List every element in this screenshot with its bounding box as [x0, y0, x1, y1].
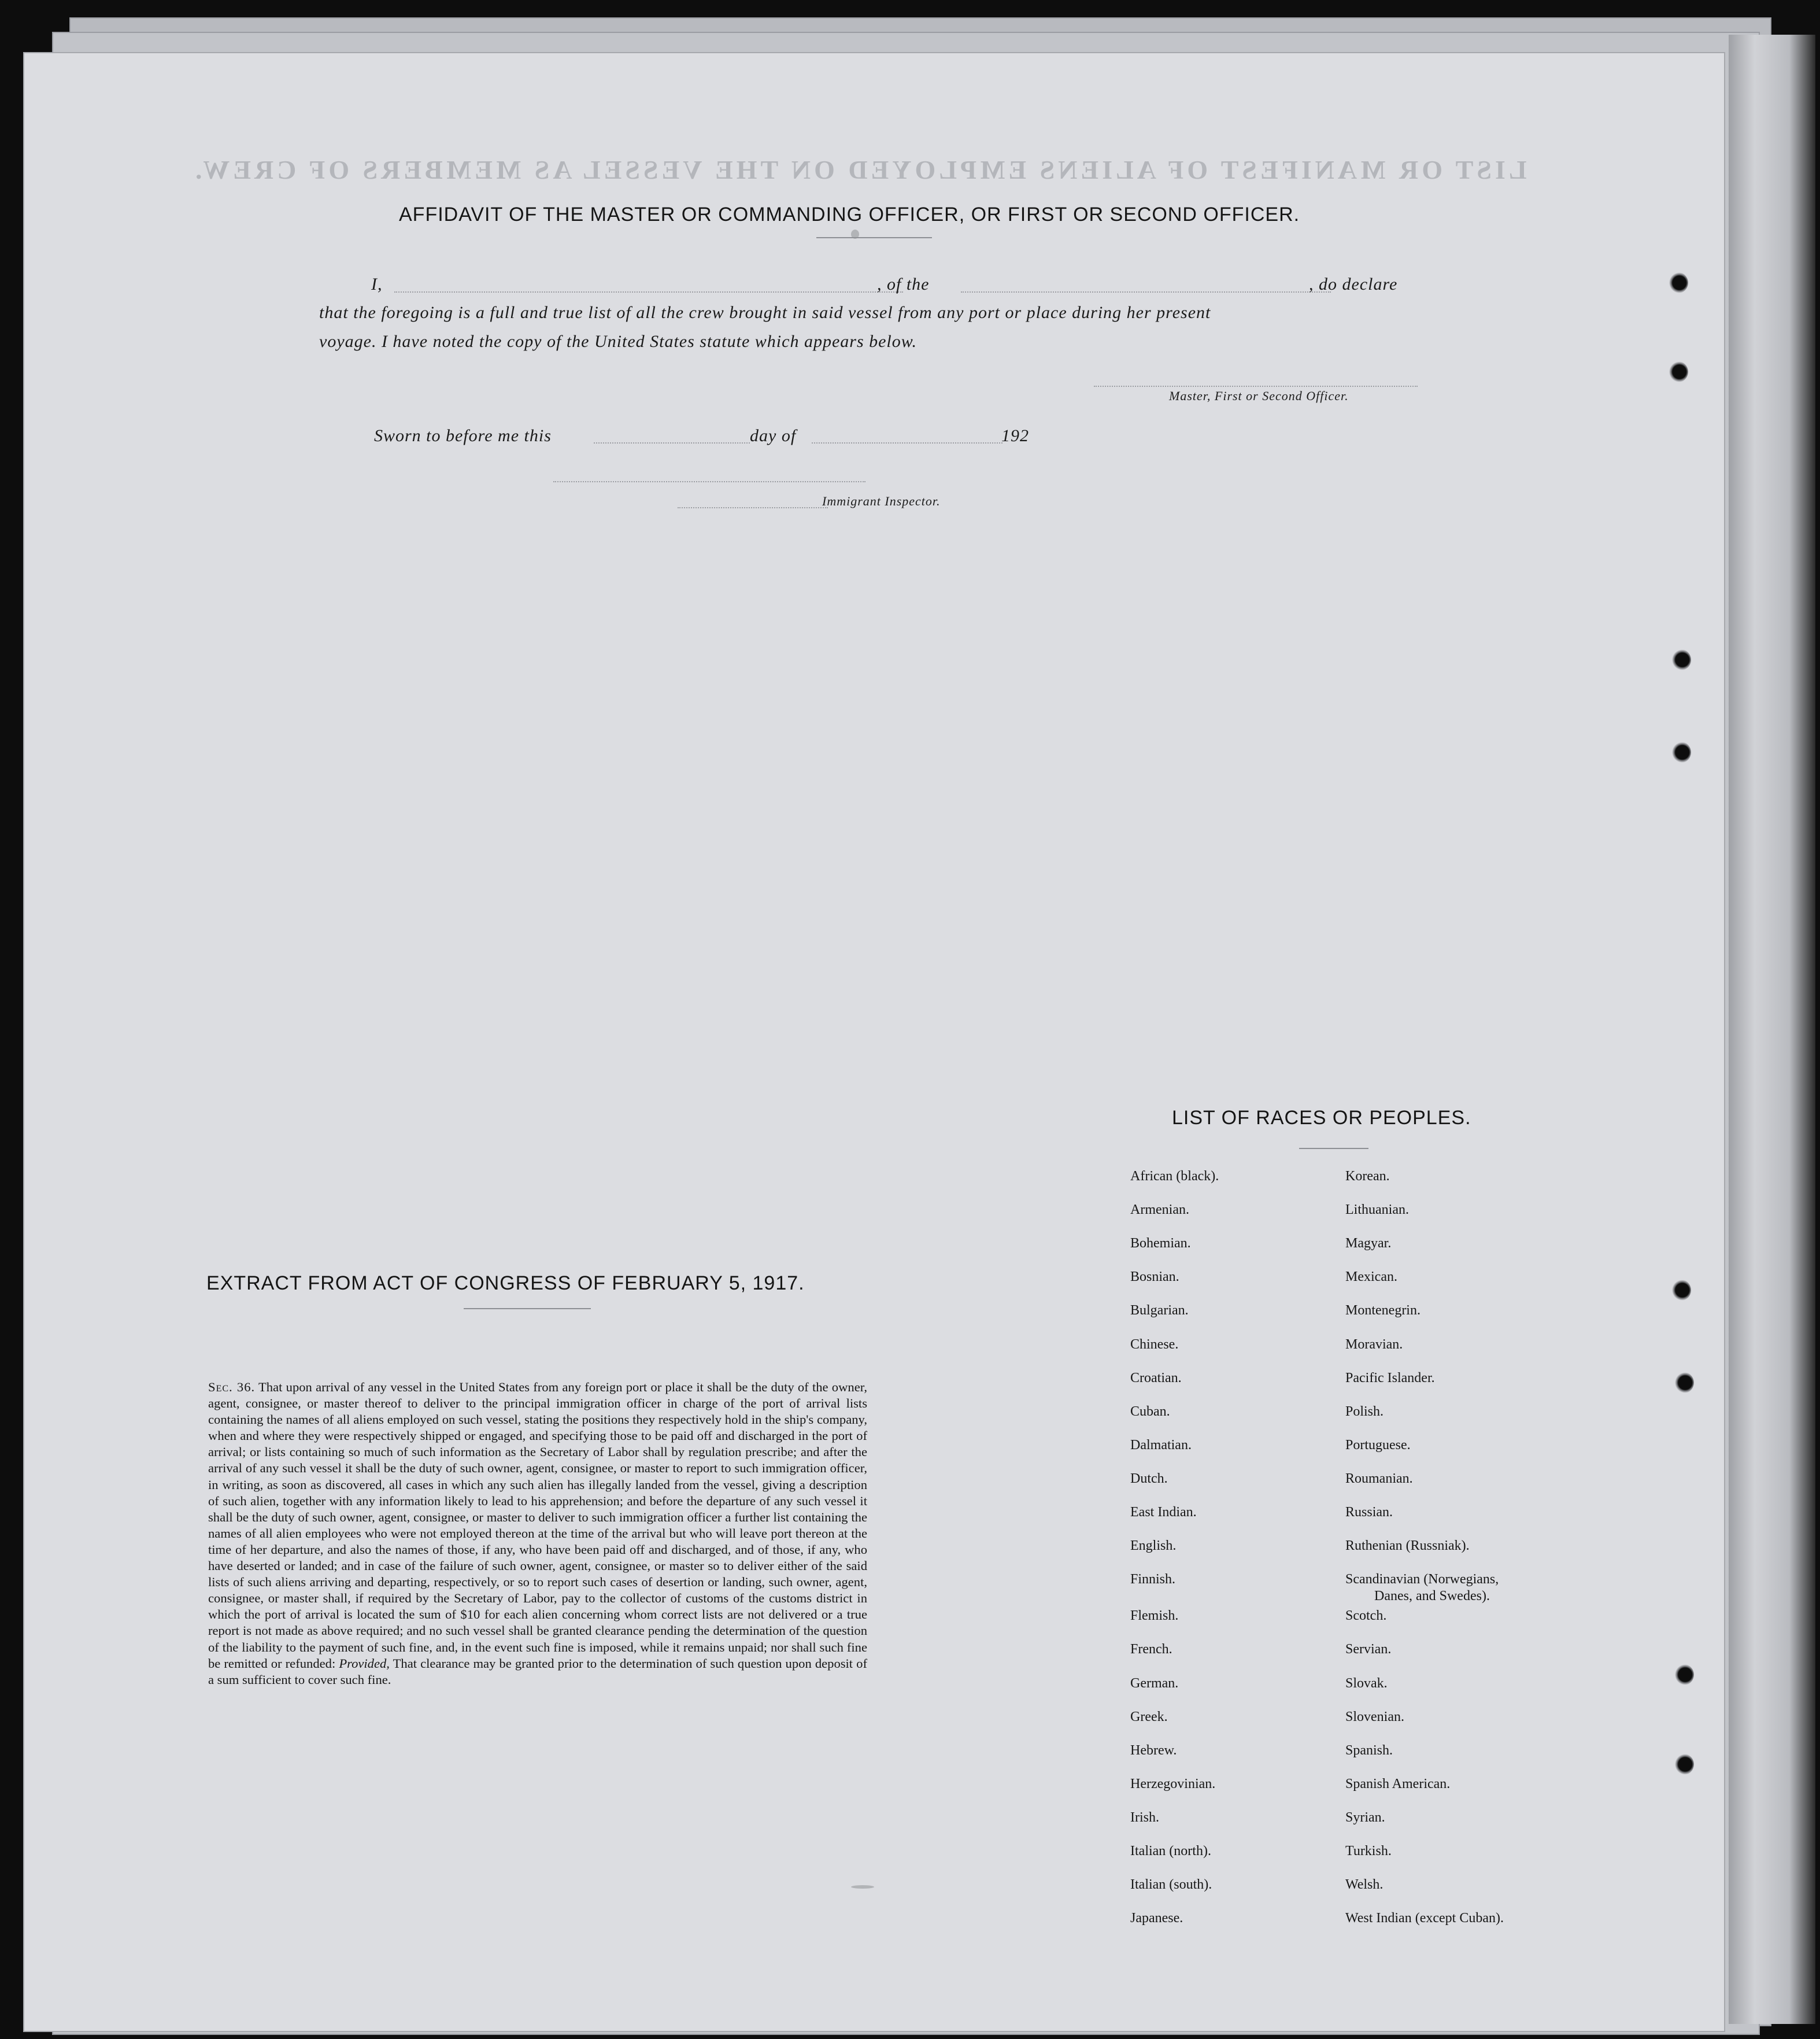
race-entry: Servian. — [1345, 1642, 1392, 1657]
race-entry: Flemish. — [1130, 1608, 1179, 1623]
sworn-month-blank — [812, 442, 1003, 444]
statute-body-1: That upon arrival of any vessel in the United States from any foreign port or place it shall be the duty of the owner, agent, consignee, or master thereof to deliver to the principal immigration officer in charge of the port of arrival lists containing the names of all aliens employed on such vessel, stating the positions they respectively hold in the ship's company, when and where they were respectively shipped or engaged, and specifying those to be paid off and discharged in the port of arrival; or lists containing so much of such information as the Secretary of Labor shall by regulation prescribe; and after the arrival of any such vessel it shall be the duty of such owner, agent, consignee, or master to report to such immigration officer, in writing, as soon as discovered, all cases in which any such alien has illegally landed from the vessel, giving a description of such alien, together with any information likely to lead to his apprehension; and before the departure of any such vessel it shall be the duty of such owner, agent, consignee, or master to deliver to such immigration officer a further list containing the names of all alien employees who were not employed thereon at the time of the arrival but who will leave port thereon at the time of her departure, and also the names of those, if any, who have been paid off and discharged, and of those, if any, who have deserted or landed; and in case of the failure of such owner, agent, consignee, or master so to deliver either of the said lists of such aliens arriving and departing, respectively, or so to report such cases of desertion or landing, such owner, agent, consignee, or master shall, if required by the Secretary of Labor, pay to the collector of customs of the customs district in which the port of arrival is located the sum of $10 for each alien concerning whom correct lists are not delivered or a true report is not made as above required; and no such vessel shall be granted clearance pending the determination of the question of the liability to the payment of such fine, and, in the event such fine is imposed, while it remains unpaid; nor shall such fine be remitted or refunded: — [208, 1380, 867, 1671]
extract-rule — [464, 1308, 591, 1309]
section-label: Sec. 36. — [208, 1380, 256, 1394]
race-entry: Danes, and Swedes). — [1374, 1589, 1490, 1604]
race-entry: Hebrew. — [1130, 1743, 1177, 1758]
punch-hole — [1669, 649, 1691, 671]
race-entry: Magyar. — [1345, 1236, 1392, 1251]
extract-title: EXTRACT FROM ACT OF CONGRESS OF FEBRUARY 5, 1917. — [206, 1272, 805, 1294]
punch-hole — [1669, 741, 1691, 763]
race-entry: Roumanian. — [1345, 1471, 1413, 1486]
race-entry: Bohemian. — [1130, 1236, 1191, 1251]
race-entry: Slovak. — [1345, 1676, 1388, 1691]
race-entry: Lithuanian. — [1345, 1202, 1409, 1217]
race-entry: Japanese. — [1130, 1911, 1183, 1926]
manifest-page — [24, 53, 1724, 2031]
sworn-year: 192 — [1001, 426, 1029, 445]
race-entry: Chinese. — [1130, 1337, 1179, 1352]
race-entry: Bosnian. — [1130, 1269, 1179, 1284]
affidavit-line2: that the foregoing is a full and true list of all the crew brought in said vessel from any port or place during her present — [319, 303, 1211, 322]
race-entry: Mexican. — [1345, 1269, 1397, 1284]
punch-hole — [1672, 1664, 1694, 1686]
statute-text — [208, 1379, 867, 1688]
race-entry: Spanish American. — [1345, 1776, 1451, 1791]
race-entry: Montenegrin. — [1345, 1303, 1421, 1318]
name-blank — [394, 291, 903, 293]
race-entry: African (black). — [1130, 1169, 1219, 1184]
title-rule — [816, 237, 932, 238]
race-entry: Welsh. — [1345, 1877, 1384, 1892]
affidavit-line1-prefix: I, — [371, 275, 383, 294]
inspector-signature-line-2 — [678, 507, 828, 508]
master-signature-line — [1094, 386, 1418, 387]
punch-hole — [1672, 1372, 1694, 1394]
race-entry: Korean. — [1345, 1169, 1390, 1184]
race-entry: Russian. — [1345, 1505, 1393, 1520]
sworn-day-blank — [594, 442, 750, 444]
race-entry: Cuban. — [1130, 1404, 1170, 1419]
race-entry: Pacific Islander. — [1345, 1371, 1435, 1386]
race-entry: Greek. — [1130, 1709, 1168, 1724]
master-signature-label: Master, First or Second Officer. — [1169, 389, 1349, 403]
race-entry: Armenian. — [1130, 1202, 1189, 1217]
race-entry: German. — [1130, 1676, 1179, 1691]
bleed-through-header: LIST OR MANIFEST OF ALIENS EMPLOYED ON THE VESSEL AS MEMBERS OF CREW. — [192, 155, 1527, 184]
affidavit-title: AFFIDAVIT OF THE MASTER OR COMMANDING OFFICER, OR FIRST OR SECOND OFFICER. — [399, 204, 1300, 226]
sworn-prefix: Sworn to before me this — [374, 426, 552, 445]
race-entry: Scandinavian (Norwegians, — [1345, 1572, 1499, 1587]
race-entry: Ruthenian (Russniak). — [1345, 1538, 1470, 1553]
proviso-word: Provided, — [339, 1656, 390, 1671]
race-entry: Finnish. — [1130, 1572, 1176, 1587]
sworn-day-of: day of — [750, 426, 797, 445]
race-entry: East Indian. — [1130, 1505, 1197, 1520]
affidavit-line1-end: , do declare — [1309, 275, 1398, 294]
race-entry: Italian (north). — [1130, 1844, 1211, 1859]
page-edge-strip — [1729, 35, 1815, 2024]
race-entry: West Indian (except Cuban). — [1345, 1911, 1504, 1926]
race-entry: Scotch. — [1345, 1608, 1387, 1623]
affidavit-line3: voyage. I have noted the copy of the United States statute which appears below. — [319, 332, 918, 351]
races-title: LIST OF RACES OR PEOPLES. — [1172, 1107, 1471, 1129]
race-entry: Dalmatian. — [1130, 1438, 1192, 1453]
race-entry: Spanish. — [1345, 1743, 1393, 1758]
race-entry: Slovenian. — [1345, 1709, 1404, 1724]
race-entry: Moravian. — [1345, 1337, 1403, 1352]
inspector-signature-line — [553, 481, 865, 482]
statute-body-2: That clearance may be granted prior to the determination of such question upon deposit of a sum sufficient to cover such fine. — [208, 1656, 867, 1687]
affidavit-line1-mid: , of the — [877, 275, 930, 294]
race-entry: Portuguese. — [1345, 1438, 1411, 1453]
race-entry: Italian (south). — [1130, 1877, 1212, 1892]
races-rule — [1299, 1148, 1368, 1149]
punch-hole — [1666, 272, 1688, 294]
race-entry: Turkish. — [1345, 1844, 1392, 1859]
race-entry: Croatian. — [1130, 1371, 1182, 1386]
vessel-blank — [961, 291, 1331, 293]
race-entry: Polish. — [1345, 1404, 1384, 1419]
race-entry: English. — [1130, 1538, 1177, 1553]
race-entry: Bulgarian. — [1130, 1303, 1189, 1318]
ink-smudge — [851, 1885, 874, 1889]
punch-hole — [1666, 361, 1688, 383]
inspector-label: Immigrant Inspector. — [822, 494, 941, 508]
punch-hole — [1672, 1753, 1694, 1775]
ink-smudge — [851, 230, 859, 239]
race-entry: Herzegovinian. — [1130, 1776, 1216, 1791]
race-entry: Dutch. — [1130, 1471, 1168, 1486]
punch-hole — [1669, 1279, 1691, 1301]
race-entry: Irish. — [1130, 1810, 1159, 1825]
race-entry: Syrian. — [1345, 1810, 1385, 1825]
race-entry: French. — [1130, 1642, 1172, 1657]
